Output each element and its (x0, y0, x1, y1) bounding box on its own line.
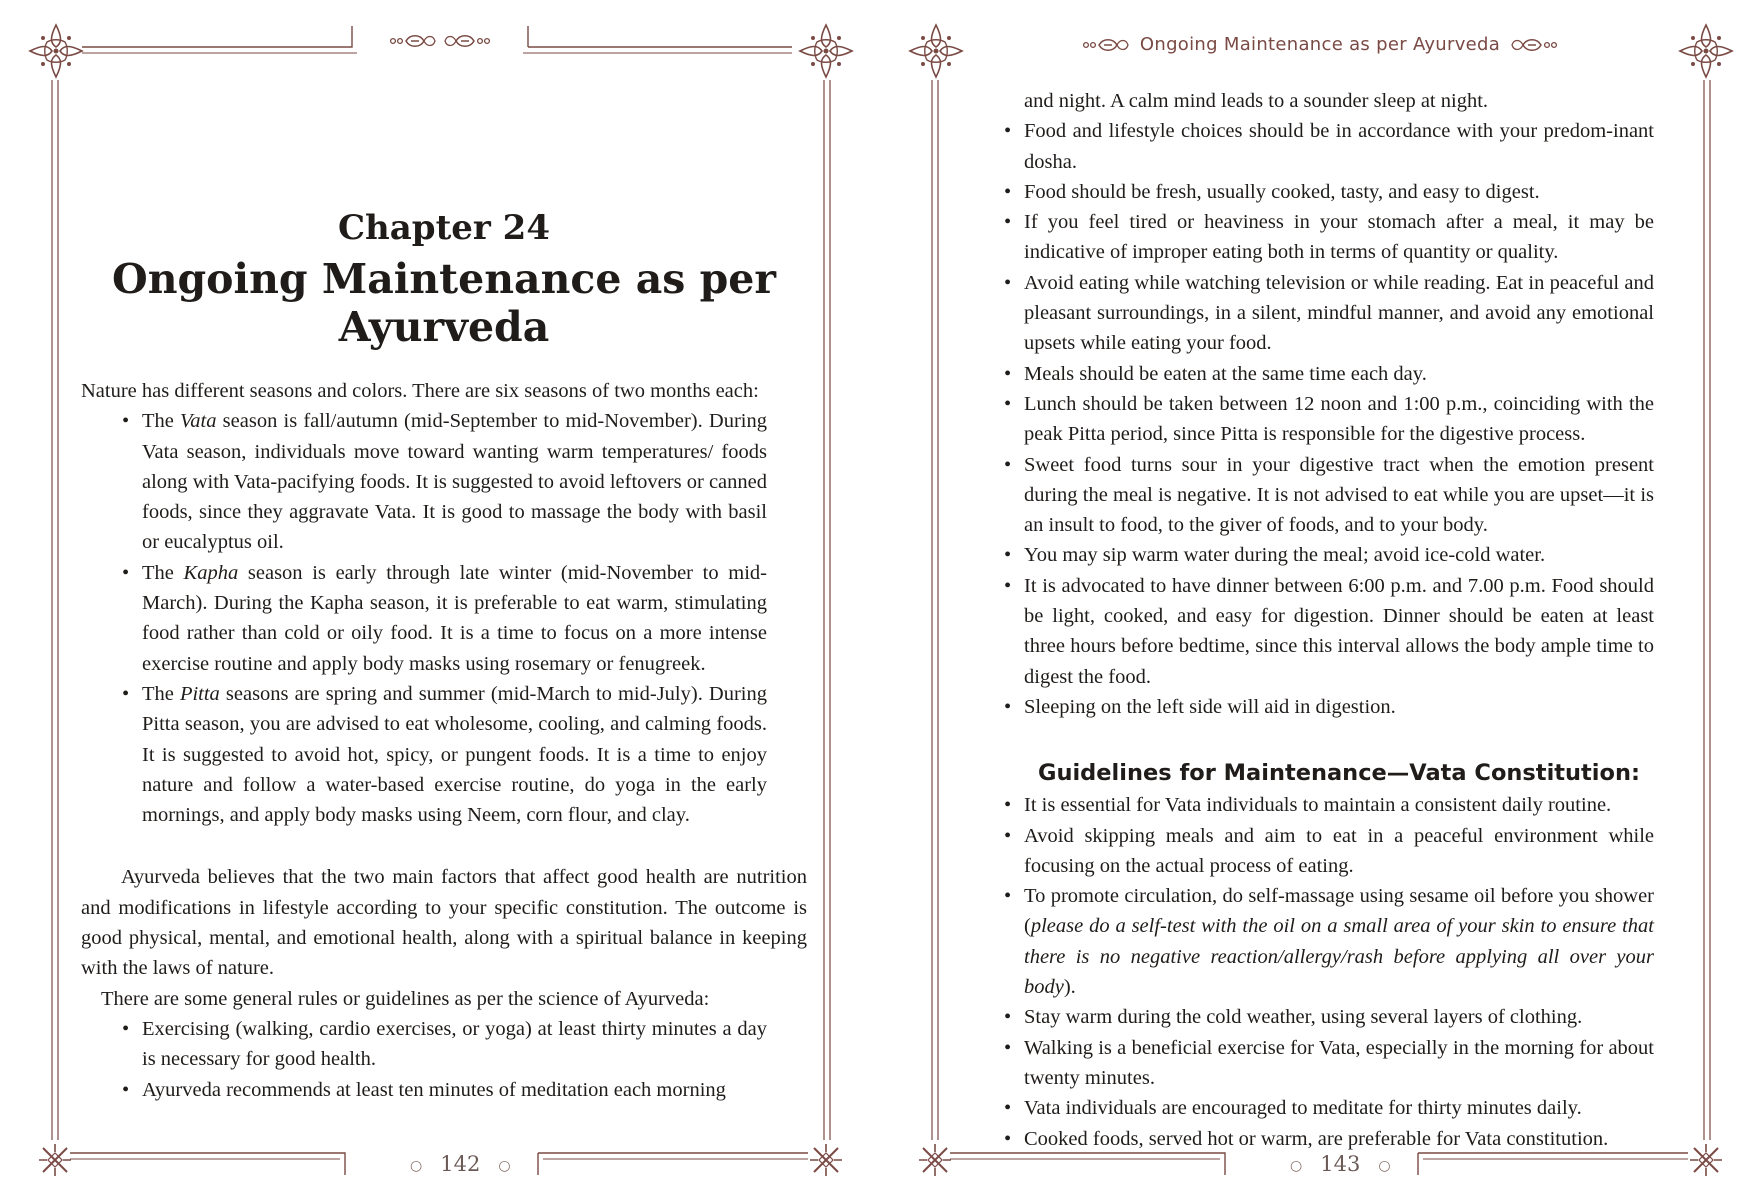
chapter-title-text: Ongoing Maintenance as per Ayurveda (111, 255, 776, 351)
page-number-text: 143 (1320, 1152, 1361, 1176)
list-item: • Meals should be eaten at the same time each day. (1024, 359, 1654, 389)
continued-line: and night. A calm mind leads to a sounder sleep at night. (1024, 90, 1489, 112)
list-item: • It is advocated to have dinner between 6:00 p.m. and 7.00 p.m. Food should be light, cooked, and easy for digestion. Dinner should be eaten at least three hours before bedtime, since this interval allows the body ample time to digest the food. (1024, 571, 1654, 692)
rules-intro: There are some general rules or guidelines as per the science of Ayurveda: (101, 987, 710, 1010)
list-item: • Sweet food turns sour in your digestive tract when the emotion present during the meal is negative. It is not advised to eat while you are upset—it is an insult to food, to the giver of foods, and to your body. (1024, 450, 1654, 541)
list-item: • Exercising (walking, cardio exercises, or yoga) at least thirty minutes a day is necessary for good health. (142, 1014, 767, 1075)
running-head (880, 34, 1760, 55)
running-head-text: Ongoing Maintenance as per Ayurveda (1139, 34, 1501, 55)
general-rules-list (142, 1014, 767, 1105)
page-number-text: 142 (440, 1152, 481, 1176)
season-item-vata: • The Vata season is fall/autumn (mid-September to mid-November). During Vata season, individuals move toward wanting warm temperatures/ foods along with Vata-pacifying foods. It is suggested to avoid leftovers or canned foods, since they aggravate Vata. It is good to massage the body with basil or eucalyptus oil. (142, 406, 767, 557)
list-item: • Vata individuals are encouraged to meditate for thirty minutes daily. (1024, 1093, 1654, 1123)
seasons-list (142, 406, 767, 830)
right-page-body (1024, 86, 1654, 1154)
list-item: • Avoid skipping meals and aim to eat in a peaceful environment while focusing on the actual process of eating. (1024, 821, 1654, 882)
season-item-kapha: • The Kapha season is early through late winter (mid-November to mid-March). During the Kapha season, it is preferable to eat warm, stimulating food rather than cold or oily food. It is a time to focus on a more intense exercise routine and apply body masks using rosemary or fenugreek. (142, 558, 767, 679)
list-item: • Lunch should be taken between 12 noon and 1:00 p.m., coinciding with the peak Pitta period, since Pitta is responsible for the digestive process. (1024, 389, 1654, 450)
list-item: • It is essential for Vata individuals to maintain a consistent daily routine. (1024, 790, 1654, 820)
swirl-icon (1074, 37, 1134, 53)
list-item: • You may sip warm water during the meal; avoid ice-cold water. (1024, 540, 1654, 570)
list-item: • To promote circulation, do self-massage using sesame oil before you shower (please do a self-test with the oil on a small area of your skin to ensure that there is no negative reaction/allergy/rash before applying all over your body). (1024, 881, 1654, 1002)
list-item: • Ayurveda recommends at least ten minutes of meditation each morning (142, 1075, 767, 1105)
intro-paragraph: Nature has different seasons and colors. There are six seasons of two months each: (81, 380, 759, 402)
body-paragraph: Ayurveda believes that the two main factors that affect good health are nutrition and modifications in lifestyle according to your specific constitution. The outcome is good physical, mental, and emotional health, along with a spiritual balance in keeping with the laws of nature. (81, 866, 807, 980)
page-number: ○ 143 ○ (1290, 1152, 1391, 1176)
right-page (880, 0, 1760, 1200)
vata-guidelines-list (1024, 790, 1654, 1154)
list-item: • Food should be fresh, usually cooked, tasty, and easy to digest. (1024, 177, 1654, 207)
list-item: • If you feel tired or heaviness in your stomach after a meal, it may be indicative of improper eating both in terms of quantity or quality. (1024, 207, 1654, 268)
list-item: • Food and lifestyle choices should be in accordance with your predom-inant dosha. (1024, 116, 1654, 177)
list-item: • Walking is a beneficial exercise for Vata, especially in the morning for about twenty minutes. (1024, 1033, 1654, 1094)
swirl-icon (1506, 37, 1566, 53)
left-page-body (81, 376, 807, 1105)
list-item: • Avoid eating while watching television or while reading. Eat in peaceful and pleasant surroundings, in a silent, mindful manner, and avoid any emotional upsets while eating your food. (1024, 268, 1654, 359)
list-item: • Stay warm during the cold weather, using several layers of clothing. (1024, 1002, 1654, 1032)
list-item: • Sleeping on the left side will aid in digestion. (1024, 692, 1654, 722)
page-number: ○ 142 ○ (410, 1152, 511, 1176)
chapter-number: Chapter 24 (338, 208, 550, 248)
general-rules-list-continued (1024, 116, 1654, 722)
section-heading: Guidelines for Maintenance—Vata Constitution: (1037, 760, 1640, 787)
chapter-title (81, 255, 807, 351)
season-item-pitta: • The Pitta seasons are spring and summer (mid-March to mid-July). During Pitta season, you are advised to eat wholesome, cooling, and calming foods. It is suggested to avoid hot, spicy, or pungent foods. It is a time to enjoy nature and follow a water-based exercise routine, do yoga in the early mornings, and apply body masks using Neem, corn flour, and clay. (142, 679, 767, 830)
list-item: • Cooked foods, served hot or warm, are preferable for Vata constitution. (1024, 1124, 1654, 1154)
